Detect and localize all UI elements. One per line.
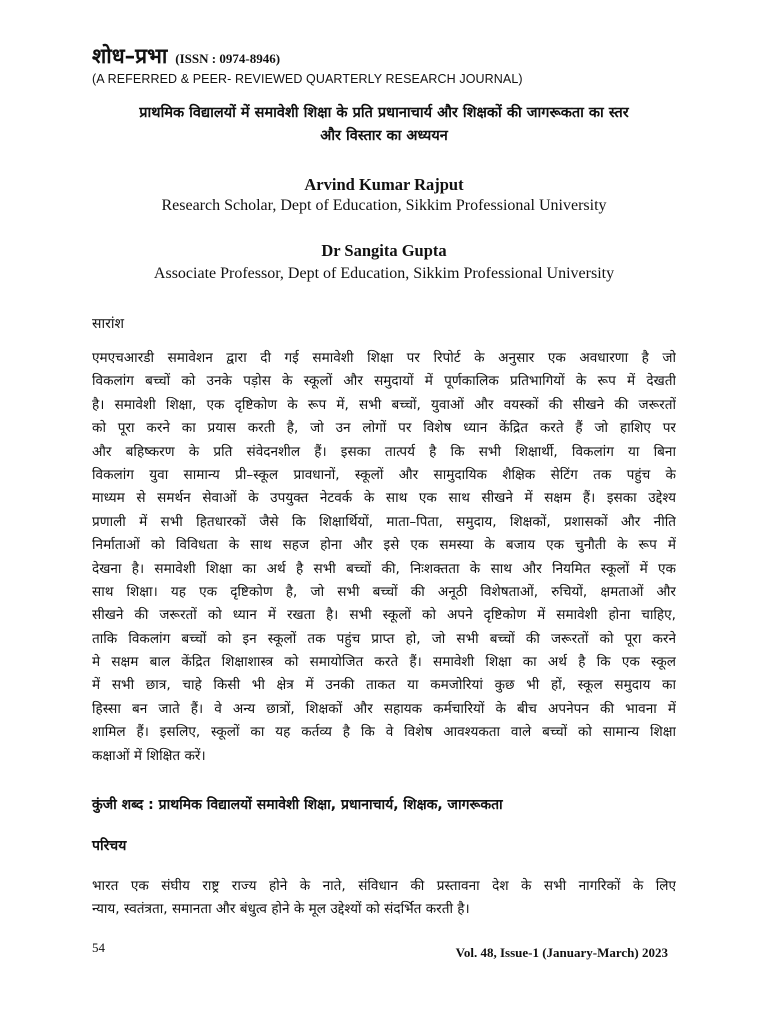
- introduction-line: न्याय, स्वतंत्रता, समानता और बंधुत्व होने के मूल उद्देश्यों को संदर्भित करती है।: [92, 901, 470, 918]
- author-affiliation: Research Scholar, Dept of Education, Sikkim Professional University: [161, 197, 607, 214]
- paper-title-line-1: प्राथमिक विद्यालयों में समावेशी शिक्षा के प्रति प्रधानाचार्य और शिक्षकों की जागरूकता का स्तर: [139, 105, 629, 121]
- abstract-body: [92, 347, 676, 768]
- abstract-line: में सभी छात्र, चाहे किसी भी क्षेत्र में उनकी ताकत या कमजोरियां कुछ भी हों, स्कूल समुदाय का: [92, 677, 676, 694]
- abstract-line: साथ शिक्षा। यह एक दृष्टिकोण है, जो सभी बच्चों की अनूठी विशेषताओं, रुचियों, क्षमताओं और: [92, 583, 676, 600]
- abstract-line: ताकि विकलांग बच्चों को इन स्कूलों तक पहुंच प्राप्त हो, जो सभी बच्चों की जरूरतों को पूरा करने: [92, 630, 676, 647]
- paper-title-line-2: और विस्तार का अध्ययन: [320, 128, 448, 144]
- introduction-body: [92, 875, 676, 922]
- abstract-line: प्रणाली में सभी हितधारकों जैसे कि शिक्षार्थियों, माता–पिता, समुदाय, शिक्षकों, प्रशासकों और नीति: [92, 513, 676, 530]
- journal-subtitle: (A REFERRED & PEER- REVIEWED QUARTERLY RESEARCH JOURNAL): [92, 72, 523, 86]
- abstract-line: हिस्सा बन जाते हैं। वे अन्य छात्रों, शिक्षकों और सहायक कर्मचारियों के बीच अपनेपन की भावना में: [92, 700, 676, 717]
- journal-masthead: [92, 42, 280, 70]
- abstract-line: विकलांग युवा सामान्य प्री–स्कूल प्रावधानों, स्कूलों और सामुदायिक शैक्षिक सेटिंग तक पहुंच के: [92, 466, 676, 483]
- author-name: Dr Sangita Gupta: [321, 241, 447, 260]
- keywords: कुंजी शब्द : प्राथमिक विद्यालयों समावेशी शिक्षा, प्रधानाचार्य, शिक्षक, जागरूकता: [92, 797, 503, 813]
- abstract-line: देखना है। समावेशी शिक्षा का अर्थ है सभी बच्चों की, निःशक्तता के साथ और नियमित स्कूलों में एक: [92, 560, 676, 577]
- volume-issue: Vol. 48, Issue-1 (January-March) 2023: [455, 945, 668, 960]
- abstract-line: विकलांग बच्चों को उनके पड़ोस के स्कूलों और समुदायों में पूर्णकालिक प्रतिभागियों के रूप में देखती: [92, 373, 676, 390]
- abstract-line: शामिल हैं। इसलिए, स्कूलों का यह कर्तव्य है कि वे विशेष आवश्यकता वाले बच्चों को सामान्य शिक्षा: [92, 724, 676, 741]
- issn: (ISSN : 0974-8946): [175, 51, 281, 66]
- abstract-line: मे सक्षम बाल केंद्रित शिक्षाशास्त्र को समायोजित करते हैं। समावेशी शिक्षा का अर्थ है कि एक स्कूल: [92, 654, 676, 671]
- abstract-line: और बहिष्करण के प्रति संवेदनशील हैं। इसका तात्पर्य है कि सभी शिक्षार्थी, विकलांग या बिना: [92, 443, 676, 460]
- abstract-heading: सारांश: [92, 316, 124, 332]
- introduction-heading: परिचय: [92, 838, 127, 854]
- abstract-line: एमएचआरडी समावेशन द्वारा दी गई समावेशी शिक्षा पर रिपोर्ट के अनुसार एक अवधारणा है जो: [92, 350, 676, 366]
- abstract-line: निर्माताओं को विविधता के साथ सहज होना और इसे एक समस्या के बजाय एक चुनौती के रूप में: [92, 537, 676, 554]
- abstract-line: है। समावेशी शिक्षा, एक दृष्टिकोण के रूप में, सभी बच्चों, युवाओं और वयस्कों की सीखने की जरूरतों: [92, 396, 676, 413]
- abstract-line: कक्षाओं में शिक्षित करें।: [92, 747, 206, 764]
- introduction-line: भारत एक संघीय राष्ट्र राज्य होने के नाते, संविधान की प्रस्तावना देश के सभी नागरिकों के लिए: [92, 878, 676, 894]
- page-number: 54: [92, 940, 105, 955]
- abstract-line: को पूरा करने का प्रयास करती है, जो उन लोगों पर विशेष ध्यान केंद्रित करते हैं जो हाशिए पर: [92, 420, 676, 437]
- abstract-line: माध्यम से समर्थन सेवाओं के उपयुक्त नेटवर्क के साथ एक साथ सीखने में सक्षम हैं। इसका उद्देश्य: [92, 490, 676, 507]
- author-name: Arvind Kumar Rajput: [304, 175, 464, 194]
- journal-name: शोध–प्रभा: [92, 44, 168, 68]
- author-affiliation: Associate Professor, Dept of Education, Sikkim Professional University: [153, 265, 615, 282]
- abstract-line: सीखने की जरूरतों को ध्यान में रखता है। सभी स्कूलों को अपने दृष्टिकोण में समावेशी होना चाहिए,: [92, 607, 676, 624]
